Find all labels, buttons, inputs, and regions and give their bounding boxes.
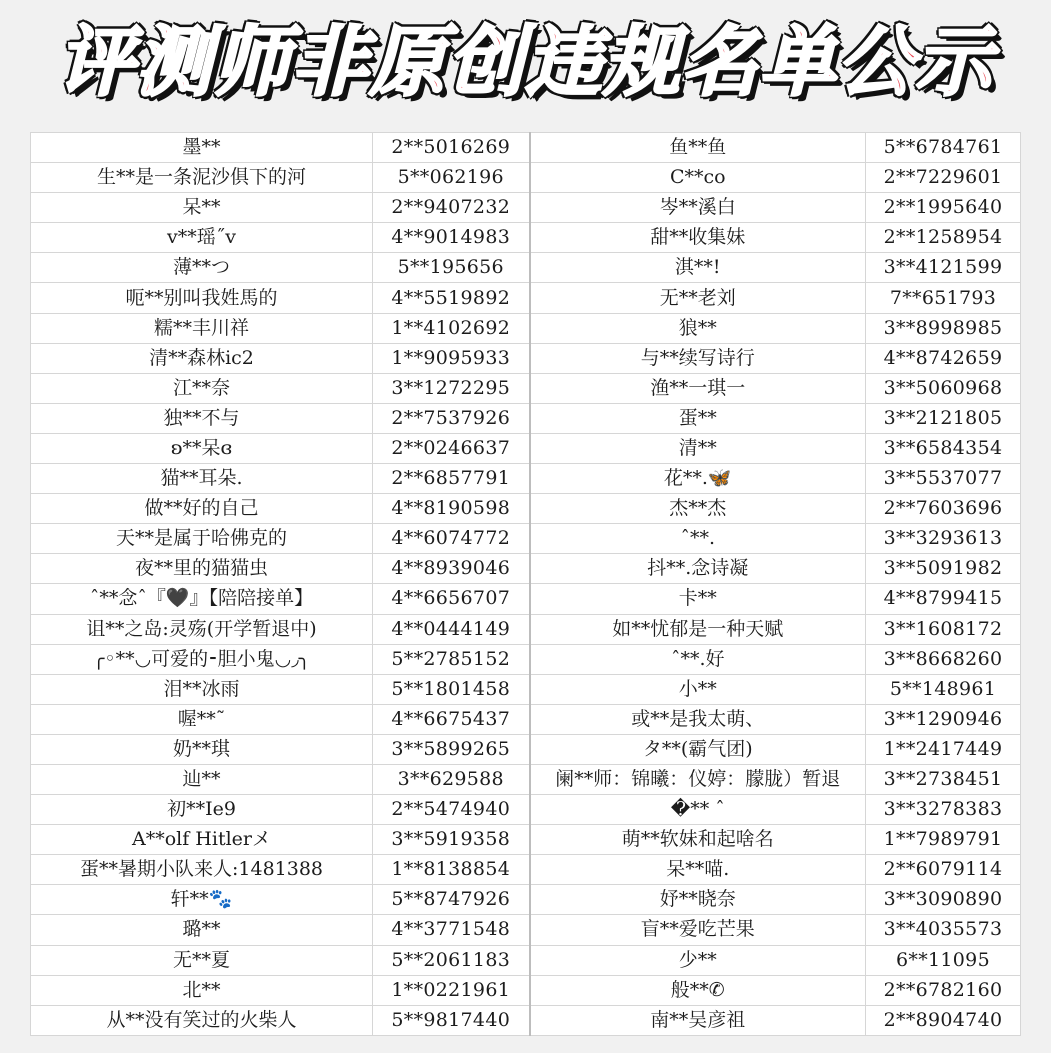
name-cell: 无**夏 [31, 945, 373, 975]
id-cell: 1**9095933 [373, 343, 530, 373]
table-row [31, 433, 1021, 463]
id-cell: 4**8799415 [866, 584, 1021, 614]
id-cell: 5**9817440 [373, 1005, 530, 1035]
id-cell: 5**062196 [373, 163, 530, 193]
id-cell: 4**8939046 [373, 554, 530, 584]
table-row [31, 674, 1021, 704]
id-cell: 3**4121599 [866, 253, 1021, 283]
name-cell: 如**忧郁是一种天赋 [530, 614, 866, 644]
id-cell: 4**6074772 [373, 524, 530, 554]
table-row [31, 795, 1021, 825]
name-cell: 从**没有笑过的火柴人 [31, 1005, 373, 1035]
id-cell: 1**7989791 [866, 825, 1021, 855]
id-cell: 4**3771548 [373, 915, 530, 945]
id-cell: 4**5519892 [373, 283, 530, 313]
name-cell: 轩**🐾 [31, 885, 373, 915]
id-cell: 4**6675437 [373, 704, 530, 734]
id-cell: 5**2785152 [373, 644, 530, 674]
name-cell: 薄**つ [31, 253, 373, 283]
table-row [31, 614, 1021, 644]
name-cell: 阑**师：锦曦：仪婷：朦胧）暂退 [530, 764, 866, 794]
name-cell: 北** [31, 975, 373, 1005]
name-cell: 蛋**暑期小队来人:1481388 [31, 855, 373, 885]
id-cell: 2**1258954 [866, 223, 1021, 253]
name-cell: ʚ**呆ɞ [31, 433, 373, 463]
id-cell: 2**7229601 [866, 163, 1021, 193]
name-cell: 辿** [31, 764, 373, 794]
id-cell: 2**5016269 [373, 133, 530, 163]
name-cell: ˆ**.好 [530, 644, 866, 674]
table-row [31, 704, 1021, 734]
id-cell: 3**3090890 [866, 885, 1021, 915]
name-cell: 小** [530, 674, 866, 704]
id-cell: 3**4035573 [866, 915, 1021, 945]
id-cell: 3**8998985 [866, 313, 1021, 343]
name-cell: 甜**收集妹 [530, 223, 866, 253]
name-cell: 喔**˜ [31, 704, 373, 734]
id-cell: 3**8668260 [866, 644, 1021, 674]
name-cell: ╭◦**◡可爱的⁃胆小鬼◡◞╮ [31, 644, 373, 674]
table-row [31, 193, 1021, 223]
table-row [31, 494, 1021, 524]
table-row [31, 554, 1021, 584]
table-row [31, 343, 1021, 373]
id-cell: 3**2121805 [866, 403, 1021, 433]
id-cell: 5**2061183 [373, 945, 530, 975]
id-cell: 3**5919358 [373, 825, 530, 855]
name-cell: 岑**溪白 [530, 193, 866, 223]
name-cell: 墨** [31, 133, 373, 163]
name-cell: 鱼**鱼 [530, 133, 866, 163]
id-cell: 3**1608172 [866, 614, 1021, 644]
id-cell: 2**5474940 [373, 795, 530, 825]
id-cell: 2**6782160 [866, 975, 1021, 1005]
name-cell: C**co [530, 163, 866, 193]
id-cell: 7**651793 [866, 283, 1021, 313]
name-cell: 盲**爱吃芒果 [530, 915, 866, 945]
name-cell: 独**不与 [31, 403, 373, 433]
id-cell: 5**8747926 [373, 885, 530, 915]
name-cell: 初**Ie9 [31, 795, 373, 825]
id-cell: 3**5060968 [866, 373, 1021, 403]
name-cell: 卡** [530, 584, 866, 614]
name-cell: 诅**之岛:灵殇(开学暂退中) [31, 614, 373, 644]
violation-table [30, 132, 1021, 1036]
name-cell: 泪**冰雨 [31, 674, 373, 704]
name-cell: 呆**喵. [530, 855, 866, 885]
table-row [31, 283, 1021, 313]
id-cell: 1**0221961 [373, 975, 530, 1005]
id-cell: 3**5537077 [866, 464, 1021, 494]
id-cell: 1**8138854 [373, 855, 530, 885]
name-cell: 蛋** [530, 403, 866, 433]
table-row [31, 373, 1021, 403]
id-cell: 2**8904740 [866, 1005, 1021, 1035]
table-row [31, 403, 1021, 433]
name-cell: 妤**晓奈 [530, 885, 866, 915]
table-row [31, 855, 1021, 885]
id-cell: 6**11095 [866, 945, 1021, 975]
name-cell: 渔**一琪一 [530, 373, 866, 403]
name-cell: 抖**.念诗凝 [530, 554, 866, 584]
title-banner [0, 0, 1051, 124]
name-cell: 花**.🦋 [530, 464, 866, 494]
name-cell: 天**是属于哈佛克的 [31, 524, 373, 554]
id-cell: 5**1801458 [373, 674, 530, 704]
id-cell: 4**0444149 [373, 614, 530, 644]
name-cell: 猫**耳朵. [31, 464, 373, 494]
name-cell: ˆ**念ˆ『🖤』【陪陪接单】 [31, 584, 373, 614]
name-cell: 南**吴彦祖 [530, 1005, 866, 1035]
name-cell: 无**老刘 [530, 283, 866, 313]
name-cell: 少** [530, 945, 866, 975]
page-title: 评测师非原创违规名单公示 [57, 17, 994, 106]
id-cell: 2**9407232 [373, 193, 530, 223]
id-cell: 3**1272295 [373, 373, 530, 403]
table-row [31, 524, 1021, 554]
id-cell: 2**7603696 [866, 494, 1021, 524]
name-cell: 奶**琪 [31, 734, 373, 764]
name-cell: ˆ**. [530, 524, 866, 554]
name-cell: 与**续写诗行 [530, 343, 866, 373]
name-cell: 杰**杰 [530, 494, 866, 524]
name-cell: 生**是一条泥沙俱下的河 [31, 163, 373, 193]
name-cell: 做**好的自己 [31, 494, 373, 524]
table-row [31, 915, 1021, 945]
table-body [31, 133, 1021, 1036]
id-cell: 5**148961 [866, 674, 1021, 704]
id-cell: 3**3293613 [866, 524, 1021, 554]
name-cell: 清**森林ic2 [31, 343, 373, 373]
id-cell: 2**1995640 [866, 193, 1021, 223]
table-row [31, 825, 1021, 855]
name-cell: 淇**! [530, 253, 866, 283]
name-cell: 夜**里的猫猫虫 [31, 554, 373, 584]
table-row [31, 885, 1021, 915]
id-cell: 3**6584354 [866, 433, 1021, 463]
table-row [31, 464, 1021, 494]
id-cell: 1**4102692 [373, 313, 530, 343]
table-row [31, 734, 1021, 764]
id-cell: 3**2738451 [866, 764, 1021, 794]
name-cell: 江**奈 [31, 373, 373, 403]
name-cell: タ**(霸气团) [530, 734, 866, 764]
name-cell: A**olf Hitlerメ [31, 825, 373, 855]
table-row [31, 313, 1021, 343]
id-cell: 3**5091982 [866, 554, 1021, 584]
id-cell: 2**7537926 [373, 403, 530, 433]
name-cell: 般**✆ [530, 975, 866, 1005]
table-row [31, 945, 1021, 975]
name-cell: 清** [530, 433, 866, 463]
table-row [31, 223, 1021, 253]
id-cell: 2**0246637 [373, 433, 530, 463]
table-row [31, 253, 1021, 283]
name-cell: v**瑶˝v [31, 223, 373, 253]
name-cell: 璐** [31, 915, 373, 945]
id-cell: 3**3278383 [866, 795, 1021, 825]
name-cell: 萌**软妹和起啥名 [530, 825, 866, 855]
table-row [31, 644, 1021, 674]
id-cell: 3**5899265 [373, 734, 530, 764]
id-cell: 5**195656 [373, 253, 530, 283]
name-cell: 糯**丰川祥 [31, 313, 373, 343]
name-cell: 或**是我太萌、 [530, 704, 866, 734]
table-row [31, 133, 1021, 163]
id-cell: 4**9014983 [373, 223, 530, 253]
id-cell: 3**1290946 [866, 704, 1021, 734]
table-row [31, 584, 1021, 614]
id-cell: 3**629588 [373, 764, 530, 794]
id-cell: 1**2417449 [866, 734, 1021, 764]
name-cell: 狼** [530, 313, 866, 343]
id-cell: 2**6079114 [866, 855, 1021, 885]
id-cell: 4**6656707 [373, 584, 530, 614]
table-row [31, 163, 1021, 193]
id-cell: 5**6784761 [866, 133, 1021, 163]
table-row [31, 1005, 1021, 1035]
id-cell: 2**6857791 [373, 464, 530, 494]
violation-list [30, 132, 1020, 1036]
name-cell: 呃**别叫我姓馬的 [31, 283, 373, 313]
id-cell: 4**8190598 [373, 494, 530, 524]
id-cell: 4**8742659 [866, 343, 1021, 373]
name-cell: �** ˆ [530, 795, 866, 825]
name-cell: 呆** [31, 193, 373, 223]
table-row [31, 764, 1021, 794]
table-row [31, 975, 1021, 1005]
